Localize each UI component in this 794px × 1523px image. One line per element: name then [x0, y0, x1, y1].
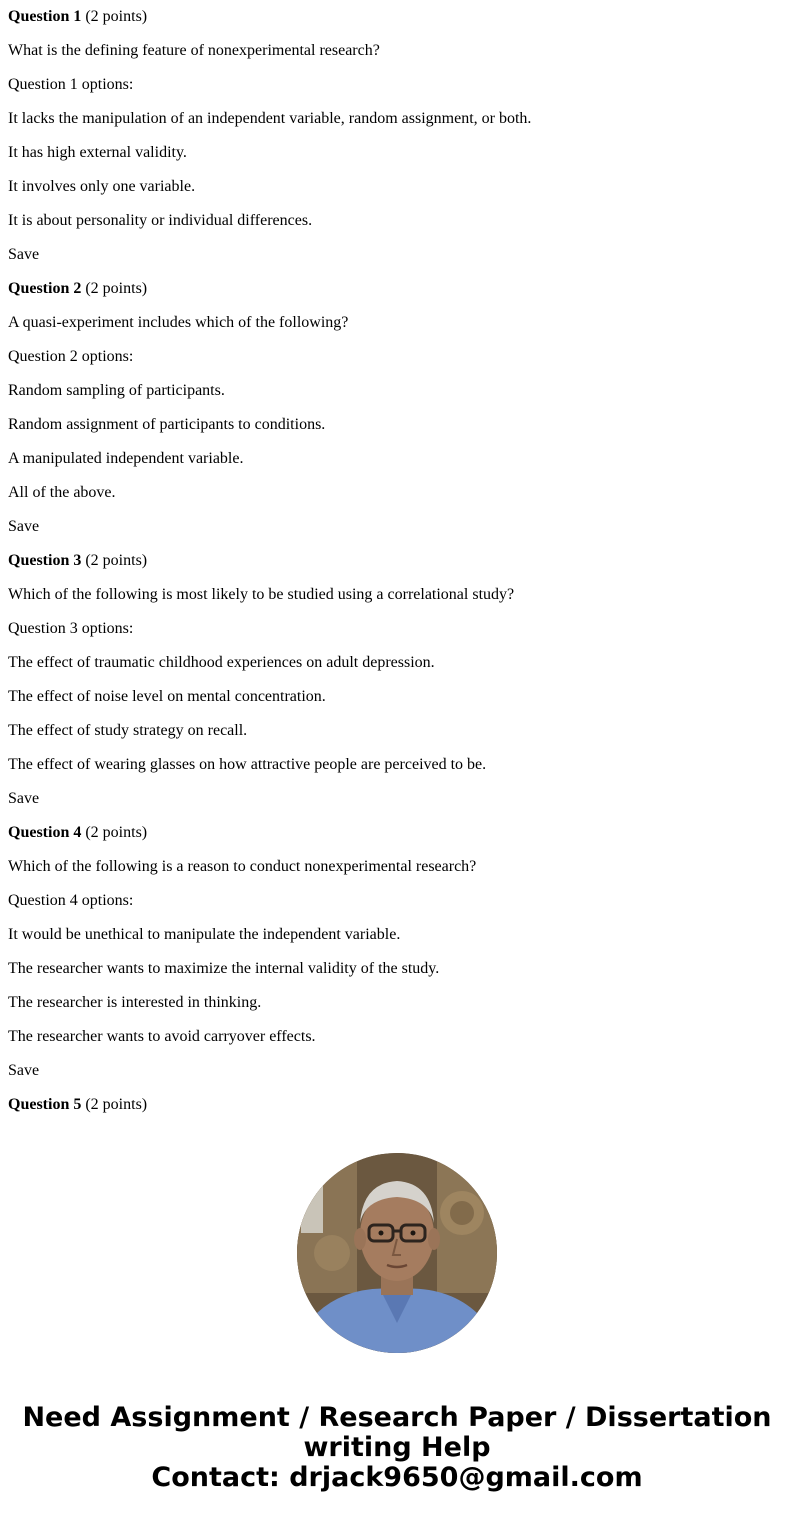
answer-option[interactable]: A manipulated independent variable.	[8, 450, 244, 467]
question-label: Question 2	[8, 280, 82, 297]
question-points: (2 points)	[85, 280, 148, 297]
answer-option[interactable]: The researcher wants to avoid carryover effects.	[8, 1028, 316, 1045]
portrait-image	[297, 1153, 497, 1353]
promo-line-1: Need Assignment / Research Paper / Dissertation	[22, 1402, 772, 1433]
question-label: Question 1	[8, 8, 82, 25]
question-header	[8, 272, 786, 306]
save-button[interactable]: Save	[8, 246, 40, 263]
answer-option[interactable]: Random sampling of participants.	[8, 382, 225, 399]
question-prompt: A quasi-experiment includes which of the following?	[8, 314, 349, 331]
answer-option[interactable]: The researcher is interested in thinking.	[8, 994, 262, 1011]
question-prompt: Which of the following is most likely to be studied using a correlational study?	[8, 586, 515, 603]
answer-option[interactable]: It lacks the manipulation of an independent variable, random assignment, or both.	[8, 110, 532, 127]
question-header	[8, 544, 786, 578]
answer-option[interactable]: The effect of traumatic childhood experiences on adult depression.	[8, 654, 435, 671]
promo-text	[0, 1403, 794, 1493]
question-header	[8, 1088, 786, 1122]
save-button[interactable]: Save	[8, 790, 40, 807]
question-points: (2 points)	[85, 824, 148, 841]
quiz-content	[8, 0, 786, 1122]
options-label: Question 3 options:	[8, 620, 134, 637]
promo-contact: Contact: drjack9650@gmail.com	[151, 1462, 643, 1493]
answer-option[interactable]: The effect of study strategy on recall.	[8, 722, 248, 739]
question-points: (2 points)	[85, 1096, 148, 1113]
options-label: Question 1 options:	[8, 76, 134, 93]
question-label: Question 5	[8, 1096, 82, 1113]
question-header	[8, 0, 786, 34]
question-points: (2 points)	[85, 8, 148, 25]
answer-option[interactable]: Random assignment of participants to conditions.	[8, 416, 326, 433]
answer-option[interactable]: It would be unethical to manipulate the independent variable.	[8, 926, 401, 943]
question-header	[8, 816, 786, 850]
options-label: Question 4 options:	[8, 892, 134, 909]
save-button[interactable]: Save	[8, 1062, 40, 1079]
save-button[interactable]: Save	[8, 518, 40, 535]
answer-option[interactable]: All of the above.	[8, 484, 116, 501]
answer-option[interactable]: It involves only one variable.	[8, 178, 196, 195]
answer-option[interactable]: It is about personality or individual differences.	[8, 212, 313, 229]
question-label: Question 4	[8, 824, 82, 841]
answer-option[interactable]: The researcher wants to maximize the internal validity of the study.	[8, 960, 440, 977]
promo-line-2: writing Help	[303, 1432, 491, 1463]
options-label: Question 2 options:	[8, 348, 134, 365]
question-prompt: Which of the following is a reason to conduct nonexperimental research?	[8, 858, 477, 875]
promo-banner	[0, 1153, 794, 1493]
answer-option[interactable]: The effect of noise level on mental concentration.	[8, 688, 326, 705]
author-photo	[297, 1153, 497, 1353]
answer-option[interactable]: The effect of wearing glasses on how attractive people are perceived to be.	[8, 756, 487, 773]
question-label: Question 3	[8, 552, 82, 569]
question-prompt: What is the defining feature of nonexperimental research?	[8, 42, 380, 59]
question-points: (2 points)	[85, 552, 148, 569]
answer-option[interactable]: It has high external validity.	[8, 144, 187, 161]
